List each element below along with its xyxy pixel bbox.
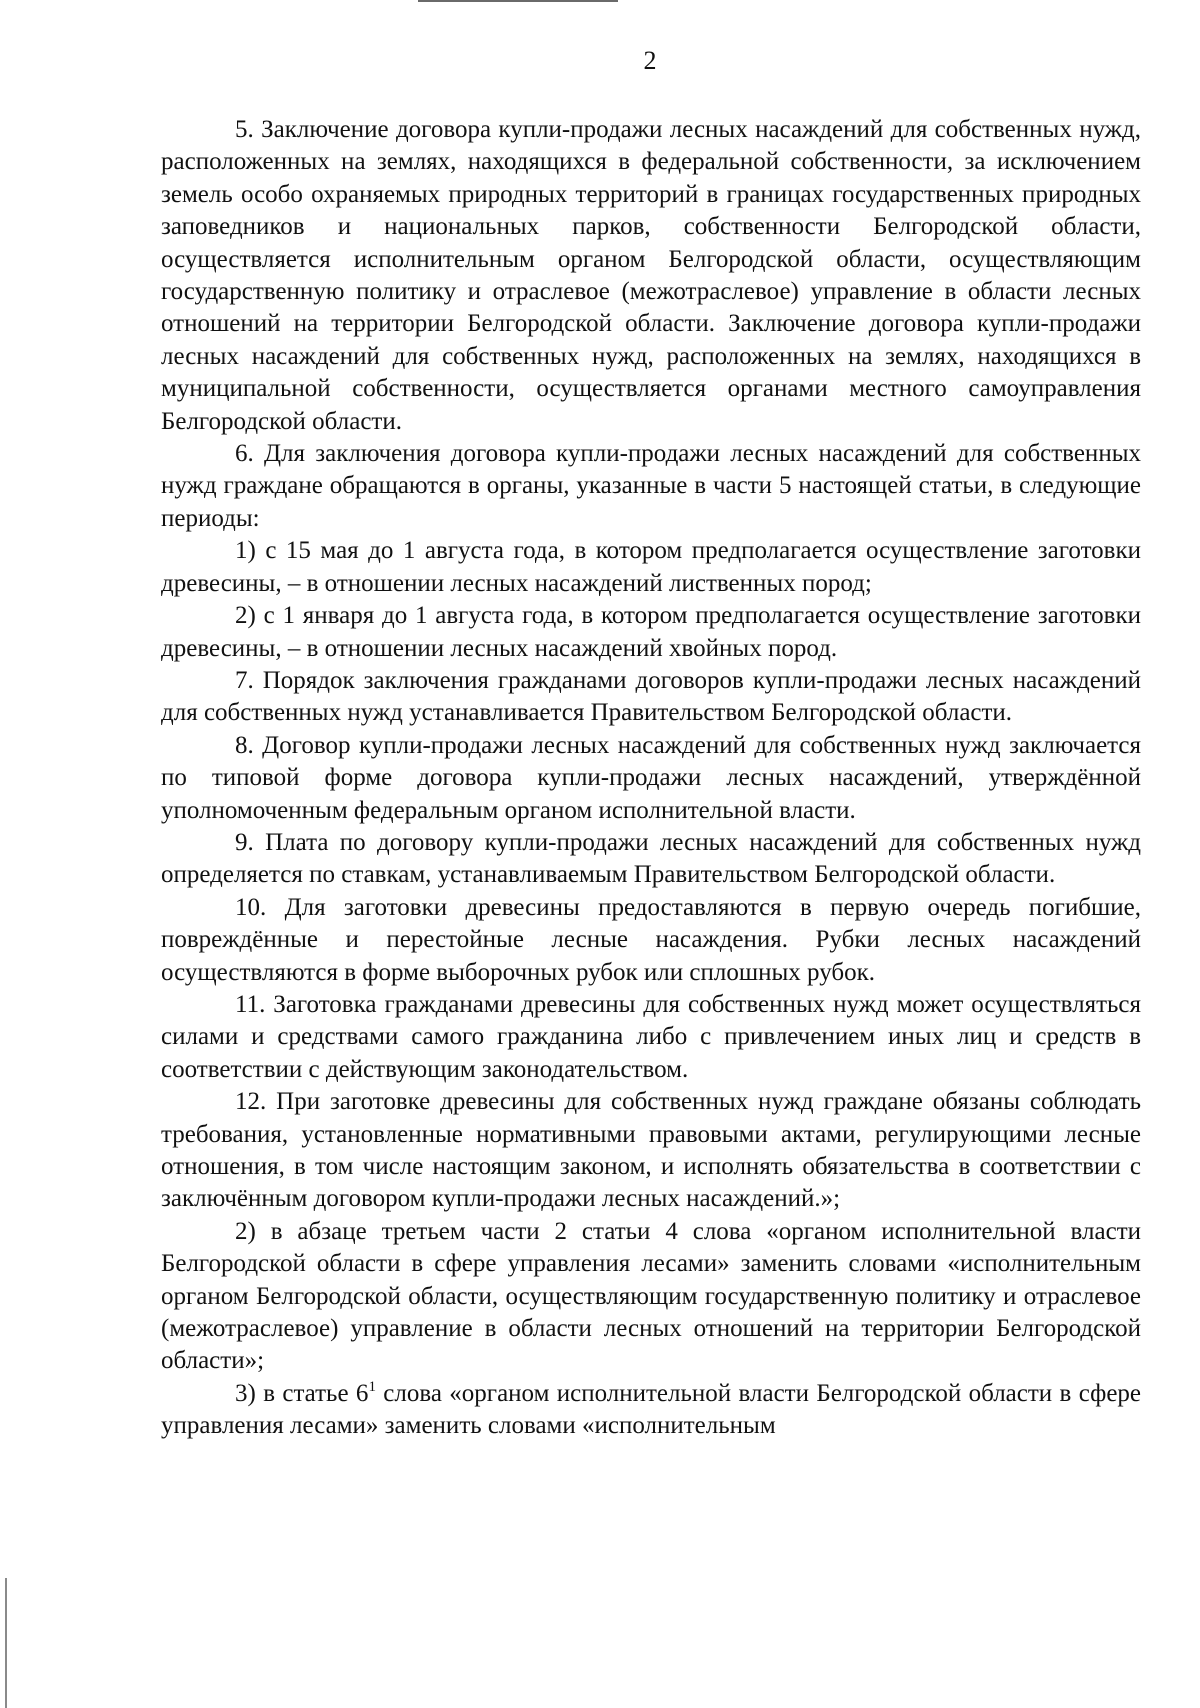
paragraph-part-9: 9. Плата по договору купли-продажи лесных насаждений для собственных нужд определяется по ставкам, устанавливаемым Правительством Белгородской области. [161, 828, 1141, 889]
paragraph-period-1: 1) с 15 мая до 1 августа года, в котором предполагается осуществление заготовки древесины, – в отношении лесных насаждений лиственных пород; [161, 537, 1141, 597]
document-body [161, 114, 1141, 1443]
paragraph-part-8: 8. Договор купли-продажи лесных насаждений для собственных нужд заключается по типовой форме договора купли-продажи лесных насаждений, утверждённой уполномоченным федеральным органом исполнительной власти. [161, 731, 1141, 824]
paragraph-part-12: 12. При заготовке древесины для собственных нужд граждане обязаны соблюдать требования, установленные нормативными правовыми актами, регулирующими лесные отношения, в том числе настоящим законом, и исполнять обязательства в соответствии с заключённым договором купли-продажи лесных насаждений.»; [161, 1088, 1141, 1213]
paragraph-amendment-3 [161, 1378, 1141, 1443]
article-superscript: 1 [368, 1378, 376, 1395]
amendment-3-start: 3) в статье 6 [235, 1379, 369, 1407]
paragraph-amendment-2: 2) в абзаце третьем части 2 статьи 4 слова «органом исполнительной власти Белгородской области в сфере управления лесами» заменить словами «исполнительным органом Белгородской области, осуществляющим государственную политику и отраслевое (межотраслевое) управление в области лесных отношений на территории Белгородской области»; [161, 1217, 1141, 1375]
scan-edge-mark-top [418, 0, 618, 2]
page-number: 2 [643, 46, 657, 75]
amendment-3-rest: слова «органом исполнительной власти Белгородской области в сфере управления лесами» заменить словами «исполнительным [161, 1379, 1142, 1440]
paragraph-period-2: 2) с 1 января до 1 августа года, в котором предполагается осуществление заготовки древесины, – в отношении лесных насаждений хвойных пород. [161, 602, 1141, 662]
paragraph-part-10: 10. Для заготовки древесины предоставляются в первую очередь погибшие, повреждённые и перестойные лесные насаждения. Рубки лесных насаждений осуществляются в форме выборочных рубок или сплошных рубок. [161, 893, 1141, 986]
paragraph-part-7: 7. Порядок заключения гражданами договоров купли-продажи лесных насаждений для собственных нужд устанавливается Правительством Белгородской области. [161, 666, 1141, 727]
paragraph-part-6: 6. Для заключения договора купли-продажи лесных насаждений для собственных нужд граждане обращаются в органы, указанные в части 5 настоящей статьи, в следующие периоды: [161, 440, 1141, 532]
paragraph-part-11: 11. Заготовка гражданами древесины для собственных нужд может осуществляться силами и средствами самого гражданина либо с привлечением иных лиц и средств в соответствии с действующим законодательством. [161, 990, 1141, 1083]
paragraph-part-5: 5. Заключение договора купли-продажи лесных насаждений для собственных нужд, расположенных на землях, находящихся в федеральной собственности, за исключением земель особо охраняемых природных территорий в границах государственных природных заповедников и национальных парков, собственности Белгородской области, осуществляется исполнительным органом Белгородской области, осуществляющим государственную политику и отраслевое (межотраслевое) управление в области лесных отношений на территории Белгородской области. Заключение договора купли-продажи лесных насаждений для собственных нужд, расположенных на землях, находящихся в муниципальной собственности, осуществляется органами местного самоуправления Белгородской области. [161, 116, 1141, 435]
scan-edge-mark-left [5, 1578, 7, 1708]
